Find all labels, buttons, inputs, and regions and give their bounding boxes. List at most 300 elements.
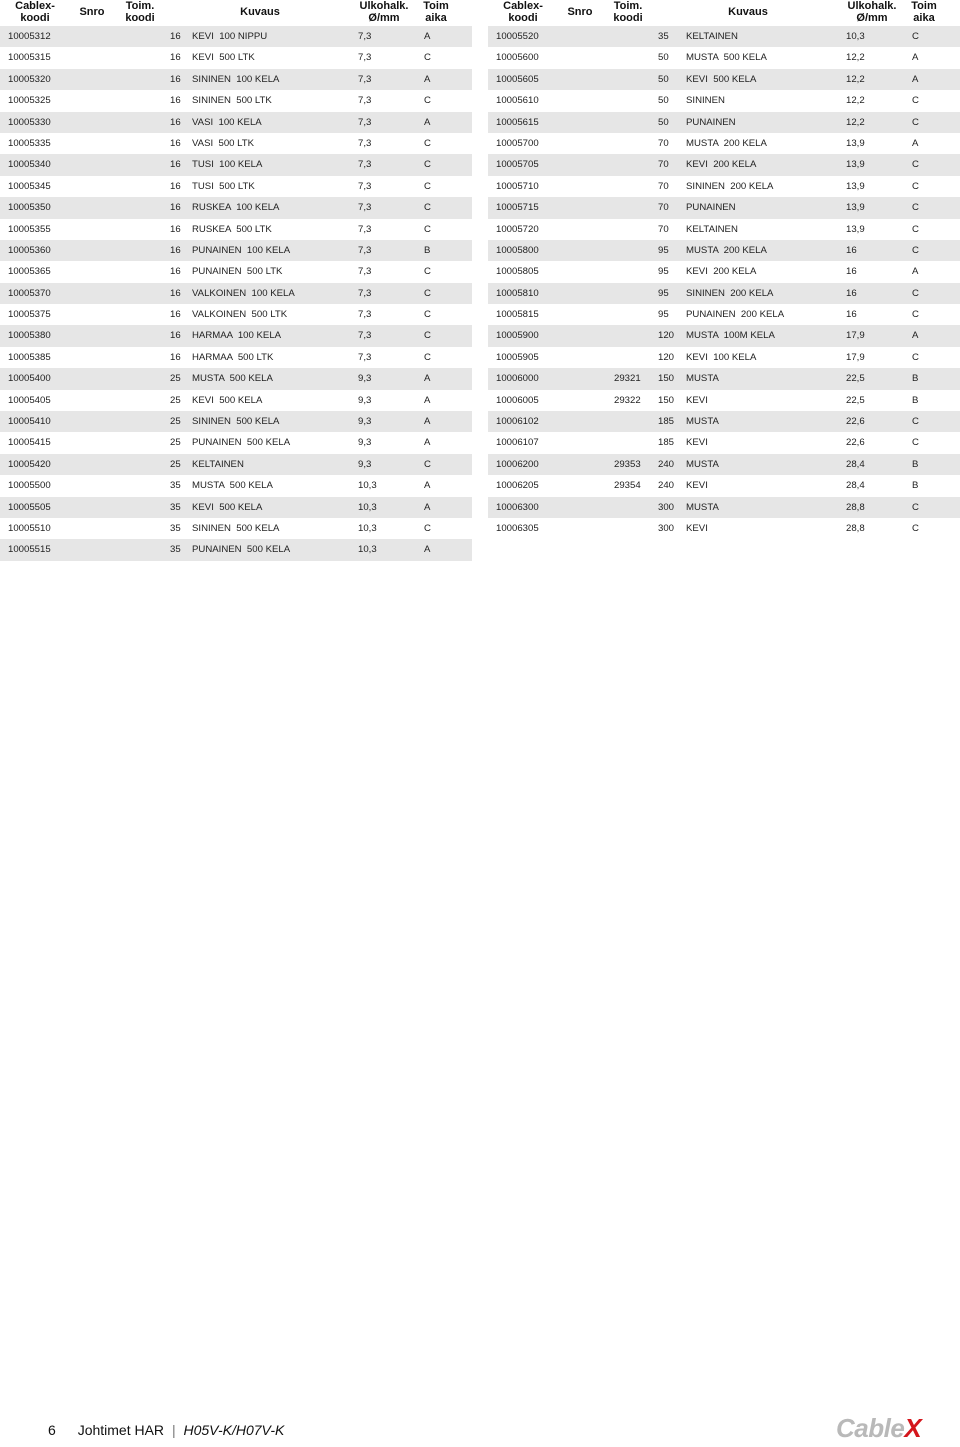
cell-cablex-koodi: 10005315 [8,52,51,64]
cell-kuvaus: PUNAINEN 500 KELA [192,544,291,556]
cell-toim-koodi: 25 [170,394,181,406]
cell-toim-koodi: 16 [170,31,181,42]
cell-cablex-koodi: 10005415 [8,437,51,449]
table-row [488,283,960,304]
cell-ulkohalk: 7,3 [358,116,372,128]
cell-toim-aika: C [424,458,431,470]
cell-kuvaus: MUSTA 200 KELA [686,244,767,256]
cell-toim-koodi: 50 [658,116,669,128]
cell-cablex-koodi: 10005800 [496,244,539,256]
header-toim-line2: koodi [125,12,155,24]
cell-ulkohalk: 7,3 [358,266,372,278]
cell-toim-koodi: 16 [170,116,181,128]
cell-cablex-koodi: 10005375 [8,309,51,321]
cell-kuvaus: RUSKEA 100 KELA [192,202,280,214]
cell-kuvaus: KEVI 200 KELA [686,266,757,278]
cell-cablex-koodi: 10005710 [496,180,539,192]
cell-ulkohalk: 9,3 [358,394,372,406]
table-row [488,176,960,197]
table-row [0,325,472,346]
table-row [0,90,472,111]
table-row [488,497,960,518]
cell-toim-koodi: 16 [170,52,181,64]
cell-kuvaus: KELTAINEN [686,223,738,235]
cell-toim-aika: C [424,287,431,299]
cell-toim-koodi: 70 [658,180,669,192]
cell-toim-aika: B [424,244,431,256]
header-ulkohalk [352,0,416,24]
table-row [0,261,472,282]
table-row [0,347,472,368]
cell-toim-koodi: 16 [170,330,181,342]
cell-cablex-koodi: 10005700 [496,137,539,149]
cell-toim-aika: C [424,52,431,64]
cell-toim-aika: C [912,223,919,235]
cell-ulkohalk: 9,3 [358,437,372,449]
cell-cablex-koodi: 10005810 [496,287,539,299]
cell-toim-aika: C [424,309,431,321]
cell-toim-aika: C [912,351,919,363]
header-toim-aika [906,0,942,24]
cell-toim-koodi: 25 [170,458,181,470]
table-body [488,26,960,539]
cell-toim-koodi: 70 [658,202,669,214]
table-row [488,454,960,475]
cell-toim-koodi: 16 [170,223,181,235]
header-cablex-koodi [8,0,62,24]
right-table [488,0,960,534]
cell-kuvaus: MUSTA 500 KELA [686,52,767,64]
cell-toim-aika: A [424,373,431,385]
cell-kuvaus: PUNAINEN 100 KELA [192,244,291,256]
cell-toim-aika: C [424,330,431,342]
cell-kuvaus: SININEN 500 KELA [192,416,280,428]
cell-toim-aika: B [912,458,919,470]
cell-toim-koodi: 16 [170,309,181,321]
cell-kuvaus: KEVI [686,480,708,492]
header-aika-line1: Toim [423,0,449,12]
cell-kuvaus: KEVI 100 KELA [686,351,757,363]
cell-cablex-koodi: 10005400 [8,373,51,385]
cell-ulkohalk: 7,3 [358,31,372,42]
cell-toim-aika: A [912,266,919,278]
cell-ulkohalk: 7,3 [358,52,372,64]
cell-cablex-koodi: 10005405 [8,394,51,406]
cell-ulkohalk: 7,3 [358,95,372,107]
cell-ulkohalk: 10,3 [846,31,865,42]
cell-toim-koodi: 150 [658,394,675,406]
table-row [0,176,472,197]
cell-ulkohalk: 22,5 [846,394,865,406]
table-row [488,347,960,368]
cell-kuvaus: KEVI 200 KELA [686,159,757,171]
table-row [0,518,472,539]
cell-toim-aika: B [912,480,919,492]
cell-cablex-koodi: 10005610 [496,95,539,107]
cell-ulkohalk: 22,6 [846,437,865,449]
cell-cablex-koodi: 10006107 [496,437,539,449]
cell-snro: 29354 [614,480,641,492]
cell-kuvaus: MUSTA 500 KELA [192,373,273,385]
cell-cablex-koodi: 10006200 [496,458,539,470]
cell-snro: 29353 [614,458,641,470]
cell-toim-aika: C [424,522,431,534]
table-header [0,0,472,26]
cell-toim-aika: B [912,394,919,406]
cell-toim-koodi: 95 [658,266,669,278]
cell-kuvaus: KELTAINEN [192,458,244,470]
header-cablex-line1: Cablex- [503,0,543,12]
header-ulkohalk-line2: Ø/mm [368,12,400,24]
table-row [488,240,960,261]
table-row [488,390,960,411]
cell-toim-aika: C [424,95,431,107]
cell-toim-koodi: 35 [170,480,181,492]
cell-cablex-koodi: 10005335 [8,137,51,149]
cell-kuvaus: MUSTA 200 KELA [686,137,767,149]
cell-cablex-koodi: 10005600 [496,52,539,64]
cell-toim-koodi: 70 [658,137,669,149]
cell-kuvaus: VALKOINEN 500 LTK [192,309,288,321]
cell-toim-aika: A [424,394,431,406]
cell-ulkohalk: 13,9 [846,159,865,171]
cell-cablex-koodi: 10005720 [496,223,539,235]
cell-kuvaus: HARMAA 500 LTK [192,351,274,363]
cell-kuvaus: MUSTA [686,416,719,428]
cell-ulkohalk: 17,9 [846,351,865,363]
cell-cablex-koodi: 10005320 [8,73,51,85]
page-footer [48,1422,284,1438]
cell-ulkohalk: 7,3 [358,244,372,256]
table-row [0,475,472,496]
cell-ulkohalk: 28,8 [846,501,865,513]
cell-cablex-koodi: 10005605 [496,73,539,85]
cell-kuvaus: MUSTA [686,458,719,470]
header-cablex-koodi [496,0,550,24]
cell-toim-aika: C [912,95,919,107]
cell-cablex-koodi: 10006102 [496,416,539,428]
table-row [0,69,472,90]
cell-ulkohalk: 12,2 [846,52,865,64]
cell-cablex-koodi: 10005815 [496,309,539,321]
table-row [0,432,472,453]
table-row [0,497,472,518]
cell-kuvaus: SININEN 200 KELA [686,180,774,192]
table-row [488,219,960,240]
cell-toim-aika: A [424,116,431,128]
cell-toim-koodi: 16 [170,95,181,107]
cell-kuvaus: VASI 500 LTK [192,137,255,149]
cell-toim-koodi: 300 [658,501,675,513]
cell-ulkohalk: 7,3 [358,287,372,299]
cell-toim-koodi: 35 [170,522,181,534]
cell-cablex-koodi: 10005510 [8,522,51,534]
table-row [0,219,472,240]
cell-toim-aika: C [424,180,431,192]
cell-kuvaus: SININEN [686,95,725,107]
cell-kuvaus: HARMAA 100 KELA [192,330,282,342]
table-row [488,261,960,282]
header-ulkohalk-line2: Ø/mm [856,12,888,24]
table-row [488,90,960,111]
cell-toim-aika: C [424,202,431,214]
table-row [0,411,472,432]
cell-toim-aika: C [912,416,919,428]
cell-kuvaus: KEVI [686,394,708,406]
cell-toim-aika: C [912,501,919,513]
cell-toim-koodi: 25 [170,437,181,449]
table-row [0,26,472,47]
header-toim-line1: Toim. [613,0,643,12]
cell-ulkohalk: 16 [846,266,857,278]
cell-ulkohalk: 13,9 [846,202,865,214]
cell-cablex-koodi: 10005325 [8,95,51,107]
header-cablex-line2: koodi [20,12,50,24]
table-row [0,154,472,175]
cell-kuvaus: RUSKEA 500 LTK [192,223,272,235]
cell-kuvaus: TUSI 500 LTK [192,180,255,192]
cell-kuvaus: PUNAINEN [686,116,736,128]
cell-ulkohalk: 16 [846,244,857,256]
header-snro: Snro [79,6,105,18]
cell-kuvaus: TUSI 100 KELA [192,159,263,171]
cell-cablex-koodi: 10005370 [8,287,51,299]
cell-toim-aika: C [912,31,919,42]
cell-kuvaus: KEVI [686,522,708,534]
table-row [0,454,472,475]
cell-toim-aika: C [912,522,919,534]
cell-toim-aika: C [912,244,919,256]
cell-kuvaus: KEVI 500 KELA [192,501,263,513]
header-toim-koodi [610,0,646,24]
cell-ulkohalk: 7,3 [358,202,372,214]
table-header [488,0,960,26]
table-row [0,283,472,304]
table-row [0,539,472,560]
cell-toim-koodi: 185 [658,437,675,449]
cell-ulkohalk: 22,5 [846,373,865,385]
cell-ulkohalk: 12,2 [846,73,865,85]
cell-ulkohalk: 22,6 [846,416,865,428]
cell-cablex-koodi: 10005312 [8,31,51,42]
header-toim-line1: Toim. [125,0,155,12]
cell-cablex-koodi: 10006300 [496,501,539,513]
cell-cablex-koodi: 10005705 [496,159,539,171]
cell-toim-koodi: 25 [170,373,181,385]
footer-section: Johtimet HAR [77,1422,165,1438]
cell-kuvaus: PUNAINEN 500 KELA [192,437,291,449]
cell-toim-koodi: 16 [170,287,181,299]
cell-toim-aika: A [424,480,431,492]
header-aika-line2: aika [913,12,935,24]
table-row [488,475,960,496]
header-ulkohalk-line1: Ulkohalk. [847,0,897,12]
cell-toim-koodi: 50 [658,52,669,64]
cell-cablex-koodi: 10005385 [8,351,51,363]
cell-toim-koodi: 16 [170,73,181,85]
cell-toim-aika: C [912,287,919,299]
table-row [488,518,960,539]
cell-toim-koodi: 120 [658,351,675,363]
cell-kuvaus: VASI 100 KELA [192,116,262,128]
cell-ulkohalk: 9,3 [358,416,372,428]
table-row [488,26,960,47]
footer-separator: | [171,1422,176,1438]
cell-toim-aika: C [912,116,919,128]
header-cablex-line1: Cablex- [15,0,55,12]
cell-cablex-koodi: 10005410 [8,416,51,428]
cell-kuvaus: SININEN 500 KELA [192,522,280,534]
cell-kuvaus: MUSTA [686,501,719,513]
table-row [488,325,960,346]
cell-ulkohalk: 13,9 [846,137,865,149]
cell-toim-koodi: 35 [170,544,181,556]
cell-cablex-koodi: 10005505 [8,501,51,513]
cell-toim-aika: A [912,137,919,149]
cell-ulkohalk: 28,4 [846,458,865,470]
cell-ulkohalk: 16 [846,309,857,321]
cell-ulkohalk: 12,2 [846,116,865,128]
cell-ulkohalk: 12,2 [846,95,865,107]
cell-toim-koodi: 16 [170,202,181,214]
cell-ulkohalk: 10,3 [358,544,377,556]
cell-ulkohalk: 10,3 [358,480,377,492]
header-kuvaus: Kuvaus [240,6,280,18]
cell-toim-koodi: 16 [170,266,181,278]
cell-kuvaus: KEVI 500 KELA [192,394,263,406]
cell-kuvaus: KEVI [686,437,708,449]
table-row [0,133,472,154]
header-toim-koodi [122,0,158,24]
cell-cablex-koodi: 10006205 [496,480,539,492]
cell-kuvaus: KELTAINEN [686,31,738,42]
table-row [488,69,960,90]
logo-text: Cable [836,1413,905,1443]
cell-toim-koodi: 185 [658,416,675,428]
cell-toim-aika: C [912,437,919,449]
cell-cablex-koodi: 10005355 [8,223,51,235]
cell-cablex-koodi: 10006000 [496,373,539,385]
cell-ulkohalk: 7,3 [358,223,372,235]
cell-toim-aika: A [424,73,431,85]
cell-toim-koodi: 16 [170,244,181,256]
table-row [0,240,472,261]
cell-toim-aika: C [912,202,919,214]
header-toim-line2: koodi [613,12,643,24]
header-ulkohalk-line1: Ulkohalk. [359,0,409,12]
footer-subtitle: H05V-K/H07V-K [183,1422,285,1438]
cell-snro: 29322 [614,394,641,406]
cell-toim-koodi: 16 [170,180,181,192]
cell-kuvaus: KEVI 500 KELA [686,73,757,85]
header-kuvaus: Kuvaus [728,6,768,18]
cell-toim-koodi: 95 [658,244,669,256]
cell-cablex-koodi: 10005905 [496,351,539,363]
table-row [488,112,960,133]
cell-toim-koodi: 16 [170,351,181,363]
cell-cablex-koodi: 10005520 [496,31,539,42]
cell-toim-aika: C [424,137,431,149]
left-table [0,0,472,556]
cell-ulkohalk: 7,3 [358,351,372,363]
cell-cablex-koodi: 10005615 [496,116,539,128]
cell-ulkohalk: 7,3 [358,159,372,171]
cell-toim-koodi: 240 [658,480,675,492]
cell-ulkohalk: 7,3 [358,73,372,85]
cell-cablex-koodi: 10005715 [496,202,539,214]
cell-ulkohalk: 17,9 [846,330,865,342]
cell-toim-aika: C [912,309,919,321]
cell-kuvaus: MUSTA [686,373,719,385]
cell-kuvaus: PUNAINEN [686,202,736,214]
table-row [488,133,960,154]
table-row [488,304,960,325]
cell-ulkohalk: 28,8 [846,522,865,534]
cell-toim-koodi: 50 [658,73,669,85]
cell-toim-aika: C [912,180,919,192]
header-aika-line1: Toim [911,0,937,12]
cell-toim-koodi: 120 [658,330,675,342]
cell-ulkohalk: 10,3 [358,501,377,513]
header-aika-line2: aika [425,12,447,24]
cell-cablex-koodi: 10005900 [496,330,539,342]
cell-ulkohalk: 13,9 [846,180,865,192]
cell-toim-koodi: 35 [170,501,181,513]
cell-toim-koodi: 50 [658,95,669,107]
cell-ulkohalk: 9,3 [358,373,372,385]
cell-kuvaus: MUSTA 100M KELA [686,330,775,342]
cell-toim-aika: A [424,437,431,449]
cell-kuvaus: SININEN 500 LTK [192,95,272,107]
table-row [488,154,960,175]
cell-toim-koodi: 95 [658,287,669,299]
cell-ulkohalk: 16 [846,287,857,299]
cell-kuvaus: SININEN 100 KELA [192,73,280,85]
table-row [0,304,472,325]
table-row [488,432,960,453]
cell-toim-aika: C [424,266,431,278]
cell-cablex-koodi: 10005805 [496,266,539,278]
cell-ulkohalk: 9,3 [358,458,372,470]
table-row [0,47,472,68]
cell-toim-koodi: 150 [658,373,675,385]
cell-toim-aika: A [912,330,919,342]
cell-ulkohalk: 7,3 [358,330,372,342]
table-row [488,47,960,68]
cell-toim-aika: A [424,31,431,42]
header-toim-aika [418,0,454,24]
cell-ulkohalk: 13,9 [846,223,865,235]
cell-ulkohalk: 10,3 [358,522,377,534]
table-row [0,390,472,411]
cell-toim-aika: C [424,223,431,235]
cell-toim-koodi: 35 [658,31,669,42]
cell-cablex-koodi: 10005360 [8,244,51,256]
table-row [0,112,472,133]
cell-toim-aika: C [424,351,431,363]
cell-kuvaus: VALKOINEN 100 KELA [192,287,295,299]
cell-toim-koodi: 16 [170,137,181,149]
cell-toim-koodi: 25 [170,416,181,428]
table-row [488,197,960,218]
cell-cablex-koodi: 10005500 [8,480,51,492]
cell-toim-koodi: 70 [658,159,669,171]
table-row [488,411,960,432]
cell-toim-aika: A [912,52,919,64]
cell-snro: 29321 [614,373,641,385]
cell-cablex-koodi: 10006305 [496,522,539,534]
cell-toim-aika: A [424,501,431,513]
